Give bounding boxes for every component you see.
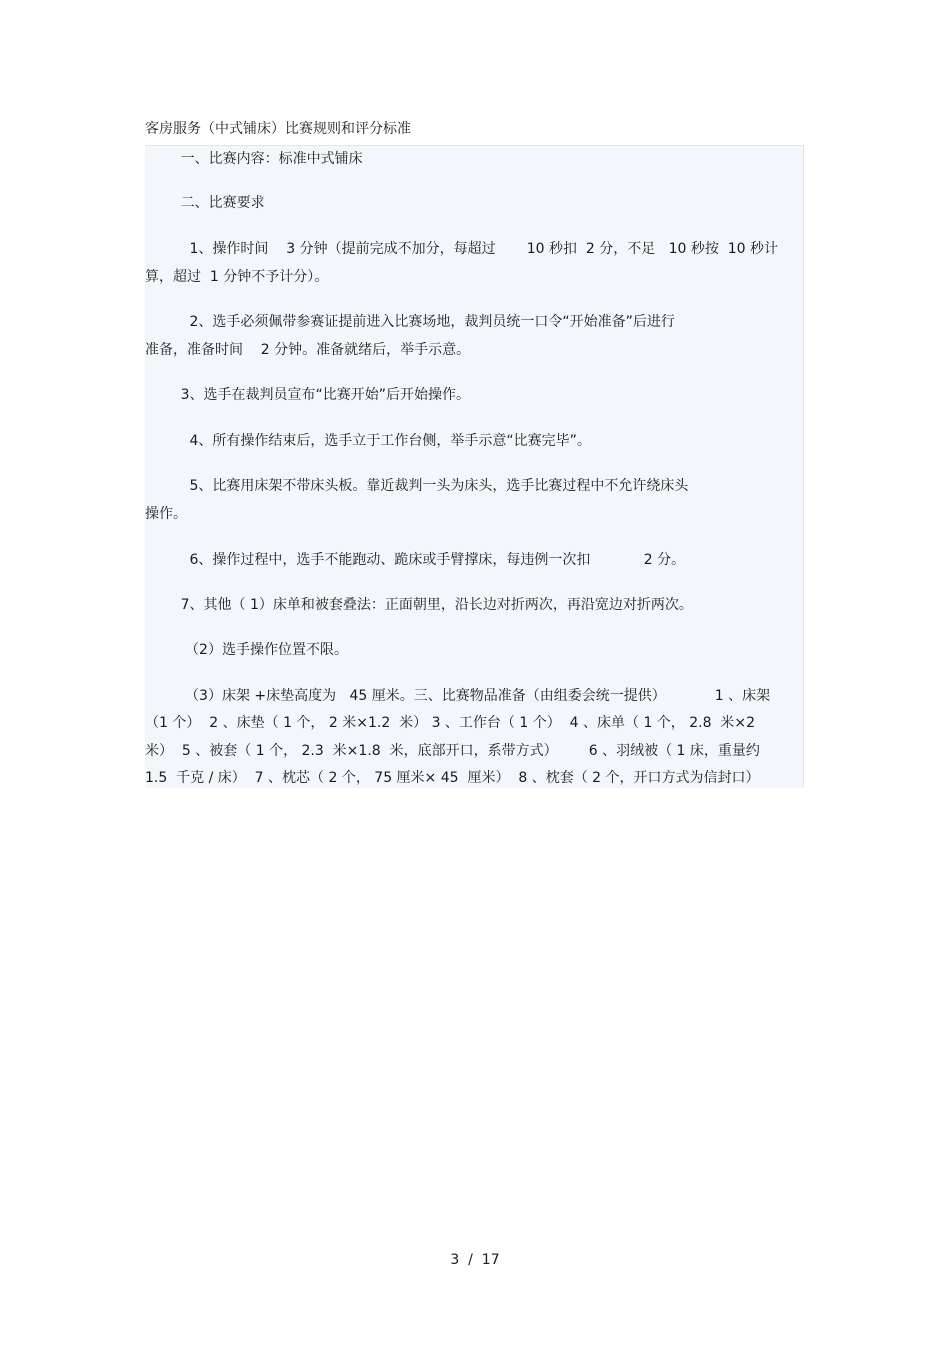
page-number: 3 / 17 bbox=[450, 1252, 500, 1268]
rule-4: 4、所有操作结束后，选手立于工作台侧，举手示意“比赛完毕”。 bbox=[145, 433, 591, 449]
supplies-line-3: 米） 5 、被套（ 1 个， 2.3 米×1.8 米，底部开口，系带方式） 6 、羽绒被（ 1 床，重量约 bbox=[145, 743, 760, 759]
rule-1-line-2: 算，超过 1 分钟不予计分）。 bbox=[145, 269, 329, 285]
section-requirements-heading: 二、比赛要求 bbox=[145, 195, 265, 211]
rule-5-line-2: 操作。 bbox=[145, 506, 187, 522]
section-content-heading: 一、比赛内容：标准中式铺床 bbox=[145, 151, 363, 167]
rule-3: 3、选手在裁判员宣布“比赛开始”后开始操作。 bbox=[145, 387, 471, 403]
rule-2-line-1: 2、选手必须佩带参赛证提前进入比赛场地，裁判员统一口令“开始准备”后进行 bbox=[145, 314, 675, 330]
rules-content-box bbox=[145, 145, 804, 788]
document-title: 客房服务（中式铺床）比赛规则和评分标准 bbox=[145, 121, 411, 137]
rule-7-item-1: 7、其他（ 1）床单和被套叠法：正面朝里，沿长边对折两次，再沿宽边对折两次。 bbox=[145, 597, 693, 613]
supplies-line-2: （1 个） 2 、床垫（ 1 个， 2 米×1.2 米） 3 、工作台（ 1 个） 4 、床单（ 1 个， 2.8 米×2 bbox=[145, 715, 756, 731]
rule-7-item-3-line-1: （3）床架 +床垫高度为 45 厘米。三、比赛物品准备（由组委会统一提供） 1 、床架 bbox=[145, 688, 771, 704]
rule-7-item-2: （2）选手操作位置不限。 bbox=[145, 642, 348, 658]
rule-5-line-1: 5、比赛用床架不带床头板。靠近裁判一头为床头，选手比赛过程中不允许绕床头 bbox=[145, 478, 689, 494]
rule-2-line-2: 准备，准备时间 2 分钟。准备就绪后，举手示意。 bbox=[145, 342, 471, 358]
rule-1-line-1: 1、操作时间 3 分钟（提前完成不加分，每超过 10 秒扣 2 分，不足 10 秒按 10 秒计 bbox=[145, 241, 779, 257]
rule-6: 6、操作过程中，选手不能跑动、跪床或手臂撑床，每违例一次扣 2 分。 bbox=[145, 552, 686, 568]
supplies-line-4: 1.5 千克 / 床） 7 、枕芯（ 2 个， 75 厘米× 45 厘米） 8 、枕套（ 2 个，开口方式为信封口） bbox=[145, 770, 760, 786]
